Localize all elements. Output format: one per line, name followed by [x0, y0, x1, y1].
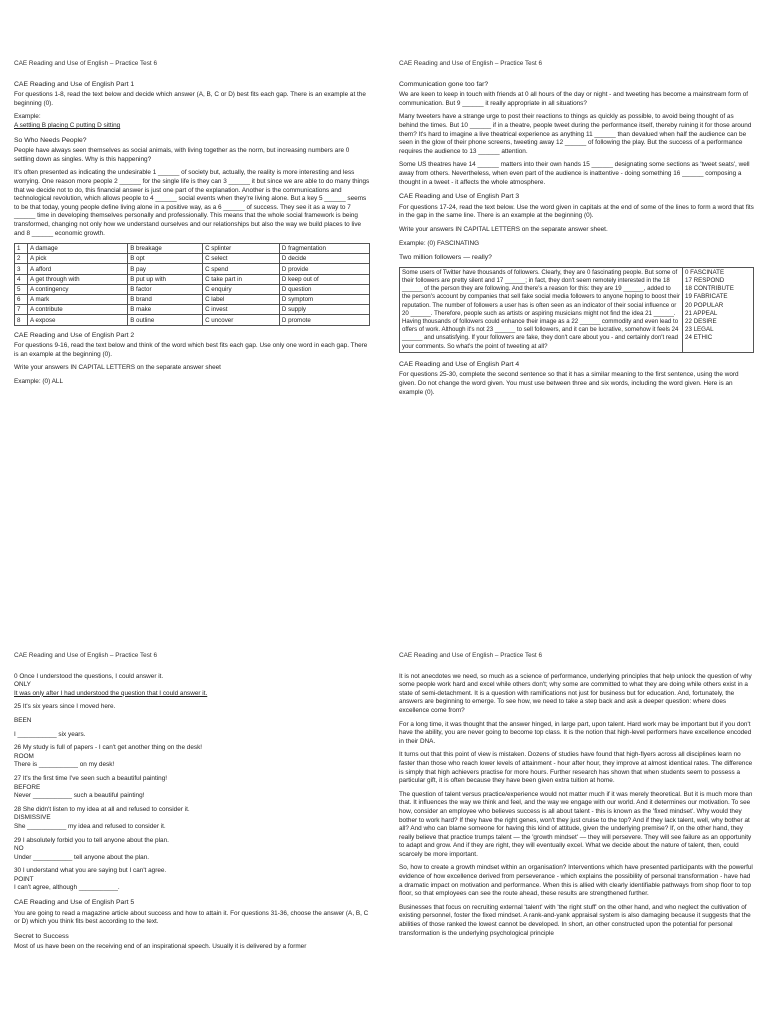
gap-sentence: Never ___________ such a beautiful painting!	[14, 792, 145, 800]
option-cell: D provide	[279, 264, 369, 274]
option-cell: D symptom	[279, 295, 369, 305]
question-number: 5	[15, 284, 28, 294]
option-cell: B opt	[128, 254, 203, 264]
keyword: ROOM	[14, 752, 34, 760]
option-cell: A contribute	[28, 305, 128, 315]
option-cell: C enquiry	[203, 284, 280, 294]
option-cell: B breakage	[128, 244, 203, 254]
box-word: 17 RESPOND	[685, 276, 725, 284]
option-cell: C spend	[203, 264, 280, 274]
option-cell: A mark	[28, 295, 128, 305]
question-0: 0 Once I understood the questions, I could answer it.	[14, 672, 164, 680]
option-cell: D decide	[279, 254, 369, 264]
options-row	[15, 305, 370, 315]
part2-instructions: For questions 9-16, read the text below and think of the word which best fits each gap. Use only one word in each gap. There is an example at the beginning (0).	[14, 342, 368, 358]
option-cell: D fragmentation	[279, 244, 369, 254]
example-label: Example:	[14, 113, 41, 121]
option-cell: A afford	[28, 264, 128, 274]
question-28: 28 She didn't listen to my idea at all and refused to consider it.	[14, 805, 190, 813]
option-cell: A damage	[28, 244, 128, 254]
page-3-content	[14, 652, 370, 952]
option-cell: B factor	[128, 284, 203, 294]
option-cell: D keep out of	[279, 274, 369, 284]
options-row	[15, 274, 370, 284]
options-row	[15, 284, 370, 294]
part3-write-instruction: Write your answers IN CAPITAL LETTERS on the separate answer sheet.	[399, 225, 608, 233]
option-cell: B brand	[128, 295, 203, 305]
example-line: A settling B placing C putting D sitting	[14, 121, 121, 129]
options-row	[15, 295, 370, 305]
part2-title: CAE Reading and Use of English Part 2	[14, 331, 135, 339]
paragraph: It's often presented as indicating the undesirable 1 ______ of society but, actually, the reality is more interesting and less worrying. One reason more people 2 ______ for the single life is they can 3 ______ it but since we are able to do many things that we decide not to do, this financial answer is just one part of the explanation. Another is the communications and technological revolution, which allows people to 4 ______ social events when they're living alone. But a key 5 ______ seems to be that today, young people define living alone in a positive way, as a 6 ______ of success. They see it as a way to 7 ______ time in developing themselves personally and professionally. This means that the whole social framework is being transformed, changing not only how we understand ourselves and our relationships but also the way we build places to live and 8 ______ economic growth.	[14, 169, 370, 237]
text-title: So Who Needs People?	[14, 136, 87, 144]
box-word: 24 ETHIC	[685, 334, 713, 342]
text-title: Communication gone too far?	[399, 80, 489, 88]
part5-title: CAE Reading and Use of English Part 5	[14, 899, 135, 907]
keyword: ONLY	[14, 681, 31, 689]
option-cell: C invest	[203, 305, 280, 315]
option-cell: D promote	[279, 315, 369, 325]
box-word: 0 FASCINATE	[685, 268, 725, 276]
options-row	[15, 244, 370, 254]
option-cell: C uncover	[203, 315, 280, 325]
box-word: 18 CONTRIBUTE	[685, 285, 734, 293]
question-number: 4	[15, 274, 28, 284]
keyword: BEFORE	[14, 783, 41, 791]
question-number: 3	[15, 264, 28, 274]
question-30: 30 I understand what you are saying but I can't agree.	[14, 867, 167, 875]
page-header: CAE Reading and Use of English – Practice Test 6	[399, 60, 543, 67]
options-table	[14, 243, 370, 326]
paragraph: It turns out that this point of view is mistaken. Dozens of studies have found that high-flyers across all disciplines learn no faster than those who reach lower levels of attainment - hour after hour, they improve at almost identical rates. The difference is simply that high achievers practise for more hours. Further research has shown that when students seem to possess a particular gift, it is often because they have been given extra tuition at home.	[399, 751, 753, 785]
document-page-3	[0, 512, 385, 1024]
keyword: POINT	[14, 875, 34, 883]
box-word-list	[683, 268, 753, 352]
question-26: 26 My study is full of papers - I can't get another thing on the desk!	[14, 744, 203, 752]
question-27: 27 It's the first time I've seen such a beautiful painting!	[14, 774, 168, 782]
paragraph: Some US theatres have 14 ______ matters into their own hands 15 ______ designating some sections as 'tweet seats', well away from others. Nevertheless, when even part of the audience is inattentive - doing something 16 ______ composing a thought in a tweet - it affects the whole atmosphere.	[399, 161, 750, 186]
paragraph: For a long time, it was thought that the answer hinged, in large part, upon talent. Hard work may be important but if you don't have the ability, you are never going to become top class. It is the notion that high-level performers have excellence encoded in their DNA.	[399, 720, 752, 745]
keyword: NO	[14, 845, 24, 853]
gap-sentence: I can't agree, although ___________.	[14, 884, 120, 892]
part2-example: Example: (0) ALL	[14, 377, 64, 385]
part1-instructions: For questions 1-8, read the text below and decide which answer (A, B, C or D) best fits each gap. There is an example at the beginning (0).	[14, 91, 366, 107]
part2-write-instruction: Write your answers IN CAPITAL LETTERS on the separate answer sheet	[14, 364, 221, 372]
part4-instructions: For questions 25-30, complete the second sentence so that it has a similar meaning to the first sentence, using the word given. Do not change the word given. You must use between three and six words, including the word given. Here is an example (0).	[399, 371, 739, 396]
option-cell: A expose	[28, 315, 128, 325]
example-answer: It was only after I had understood the question that I could answer it.	[14, 689, 208, 697]
paragraph: Businesses that focus on recruiting external 'talent' with 'the right stuff' on the other hand, and who neglect the cultivation of existing personnel, foster the fixed mindset. A rank-and-yank appraisal system is also damaging because it suggests that the abilities of those ranked the lowest cannot be developed. In short, an other constructed upon the potential for personal transformation is the underlying psychological principle	[399, 903, 751, 937]
box-word: 20 POPULAR	[685, 301, 724, 309]
option-cell: D question	[279, 284, 369, 294]
document-page-1	[0, 0, 385, 513]
part3-title: CAE Reading and Use of English Part 3	[399, 193, 520, 201]
option-cell: C select	[203, 254, 280, 264]
option-cell: C label	[203, 295, 280, 305]
option-cell: A contingency	[28, 284, 128, 294]
paragraph: It is not anecdotes we need, so much as a science of performance, underlying principles that help unlock the question of why some people work hard and excel while others don't; why some are committed to what they are doing while others exist in a state of semi-detachment. It is a question with ramifications not just for business but for education. And, fortunately, the answers are beginning to emerge. To see how, we need to take a step back and ask a deeper question: where does excellence come from?	[399, 672, 752, 714]
keyword: BEEN	[14, 716, 32, 724]
page-header: CAE Reading and Use of English – Practice Test 6	[399, 652, 543, 659]
text-title: Secret to Success	[14, 932, 69, 940]
option-cell: B make	[128, 305, 203, 315]
paragraph: Most of us have been on the receiving end of an inspirational speech. Usually it is delivered by a former	[14, 943, 307, 951]
box-title: Two million followers — really?	[399, 254, 492, 262]
document-page-2	[384, 0, 768, 513]
option-cell: B put up with	[128, 274, 203, 284]
question-number: 2	[15, 254, 28, 264]
box-word: 21 APPEAL	[685, 309, 718, 317]
page-1-content	[14, 60, 370, 392]
gap-sentence: She ___________ my idea and refused to consider it.	[14, 822, 166, 830]
box-text: Some users of Twitter have thousands of followers. Clearly, they are 0 fascinating people. But some of their followers are pretty silent and 17 ______; in fact, they don't seem remotely interested in the 18 ______ of the person they are following. And there's a reason for this: they are 19 ______, added to the person's account by companies that sell fake social media followers to anyone hoping to boost their reputation. The number of followers a user has is often seen as an indicator of their social influence or 20 ______. Therefore, people such as artists or aspiring musicians might not find the idea 21 ______. Having thousands of followers could enhance their image as a 22 ______ commodity and even lead to offers of work. Although it's not 23 ______ to sell followers, and it can be lucrative, somehow it feels 24 ______ and unsatisfying. If your followers are fake, they don't care about you - and certainly don't read your comments. So what's the point of tweeting at all?	[400, 268, 683, 352]
part4-title: CAE Reading and Use of English Part 4	[399, 360, 520, 368]
option-cell: B outline	[128, 315, 203, 325]
paragraph: We are keen to keep in touch with friends at 0 all hours of the day or night - and tweeting has become a mainstream form of communication. But 9 ______ it really appropriate in all situations?	[399, 91, 749, 107]
page-header: CAE Reading and Use of English – Practice Test 6	[14, 652, 158, 659]
word-formation-box	[399, 267, 754, 353]
options-row	[15, 254, 370, 264]
option-cell: A get through with	[28, 274, 128, 284]
gap-sentence: Under ___________ tell anyone about the plan.	[14, 853, 150, 861]
option-cell: C take part in	[203, 274, 280, 284]
box-word: 22 DESIRE	[685, 317, 717, 325]
box-word: 23 LEGAL	[685, 326, 714, 334]
option-cell: A pick	[28, 254, 128, 264]
question-number: 8	[15, 315, 28, 325]
paragraph: The question of talent versus practice/experience would not matter much if it was merely theoretical. But it is much more than that. It influences the way we think and feel, and the way we engage with our world. And it determines our motivation. To see how, consider an employee who believes success is all about talent - this is known as the 'fixed mindset'. Why would they bother to work hard? If they have the right genes, won't they just cruise to the top? And if they lack talent, well, why bother at all? And who can blame someone for having this kind of attitude, given the underlying premise? If, on the other hand, they really believe that practice trumps talent — the 'growth mindset' — they will persevere. They will see failure as an opportunity to adapt and grow. And if they are right, they will eventually excel. What we decide about the nature of talent, then, could scarcely be more important.	[399, 790, 753, 858]
page-header: CAE Reading and Use of English – Practice Test 6	[14, 60, 158, 67]
paragraph: Many tweeters have a strange urge to post their reactions to things as quickly as possible, to avoid being thought of as behind the times. But 10 ______ if in a theatre, people tweet during the performance itself, thereby ruining it for those around them? It's hard to imagine a live theatrical experience as anything 11 ______ than devalued when half the audience can be seen in the glow of their phone screens, tweeting away 12 ______ of following the play. But the success of a performance requires the audience to 13 ______ attention.	[399, 113, 752, 155]
options-row	[15, 315, 370, 325]
question-number: 6	[15, 295, 28, 305]
box-word: 19 FABRICATE	[685, 293, 728, 301]
part3-example: Example: (0) FASCINATING	[399, 239, 480, 247]
page-4-content	[399, 652, 754, 943]
question-number: 7	[15, 305, 28, 315]
keyword: DISMISSIVE	[14, 814, 51, 822]
document-page-4	[384, 512, 768, 1024]
paragraph: So, how to create a growth mindset within an organisation? Interventions which have presented participants with the powerful evidence of how excellence derived from perseverance - which explains the possibility of personal transformation - have had a dramatic impact on motivation and performance. When this is allied with clearly identifiable pathways from shop floor to top floor, so that employees can see the route ahead, these results are strengthened further.	[399, 864, 753, 898]
question-25: 25 It's six years since I moved here.	[14, 703, 116, 711]
option-cell: B pay	[128, 264, 203, 274]
gap-sentence: There is ___________ on my desk!	[14, 761, 115, 769]
options-row	[15, 264, 370, 274]
option-cell: C splinter	[203, 244, 280, 254]
part3-instructions: For questions 17-24, read the text below. Use the word given in capitals at the end of some of the lines to form a word that fits in the gap in the same line. There is an example at the beginning (0).	[399, 203, 754, 220]
part1-title: CAE Reading and Use of English Part 1	[14, 80, 135, 88]
option-cell: D supply	[279, 305, 369, 315]
gap-sentence: I ___________ six years.	[14, 730, 86, 738]
question-29: 29 I absolutely forbid you to tell anyone about the plan.	[14, 836, 169, 844]
question-number: 1	[15, 244, 28, 254]
page-2-content	[399, 60, 754, 402]
paragraph: People have always seen themselves as social animals, with living together as the norm, but increasing numbers are 0 settling down as singles. Why is this happening?	[14, 147, 350, 163]
part5-instructions: You are going to read a magazine article about success and how to attain it. For questions 31-36, choose the answer (A, B, C or D) which you think fits best according to the text.	[14, 909, 369, 926]
